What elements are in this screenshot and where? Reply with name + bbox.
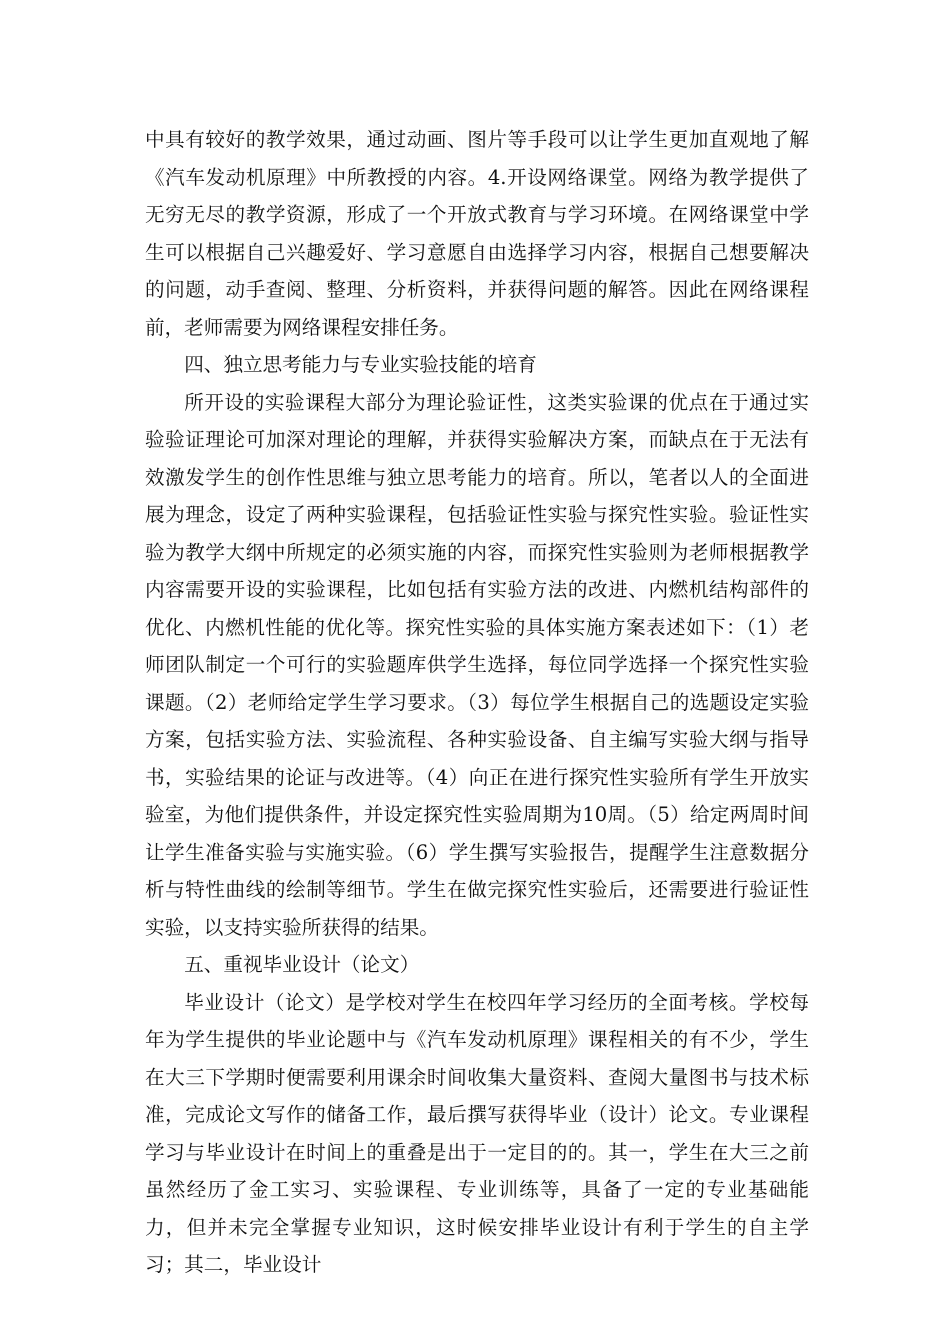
paragraph-continuation: 中具有较好的教学效果，通过动画、图片等手段可以让学生更加直观地了解《汽车发动机原理》中所教授的内容。4.开设网络课堂。网络为教学提供了无穷无尽的教学资源，形成了一个开放式教育与学习环境。在网络课堂中学生可以根据自己兴趣爱好、学习意愿自由选择学习内容，根据自己想要解决的问题，动手查阅、整理、分析资料，并获得问题的解答。因此在网络课程前，老师需要为网络课程安排任务。 [145,128,809,339]
section-heading-5: 五、重视毕业设计（论文） [184,953,420,976]
section-heading-4: 四、独立思考能力与专业实验技能的培育 [184,353,537,376]
paragraph-graduation-design: 毕业设计（论文）是学校对学生在校四年学习经历的全面考核。学校每年为学生提供的毕业论题中与《汽车发动机原理》课程相关的有不少，学生在大三下学期时便需要利用课余时间收集大量资料、查阅大量图书与技术标准，完成论文写作的储备工作，最后撰写获得毕业（设计）论文。专业课程学习与毕业设计在时间上的重叠是出于一定目的的。其一，学生在大三之前虽然经历了金工实习、实验课程、专业训练等，具备了一定的专业基础能力，但并未完全掌握专业知识，这时候安排毕业设计有利于学生的自主学习；其二，毕业设计 [145,990,809,1276]
document-body [145,121,809,1284]
paragraph-experiments: 所开设的实验课程大部分为理论验证性，这类实验课的优点在于通过实验验证理论可加深对理论的理解，并获得实验解决方案，而缺点在于无法有效激发学生的创作性思维与独立思考能力的培育。所以，笔者以人的全面进展为理念，设定了两种实验课程，包括验证性实验与探究性实验。验证性实验为教学大纲中所规定的必须实施的内容，而探究性实验则为老师根据教学内容需要开设的实验课程，比如包括有实验方法的改进、内燃机结构部件的优化、内燃机性能的优化等。探究性实验的具体实施方案表述如下：（1）老师团队制定一个可行的实验题库供学生选择，每位同学选择一个探究性实验课题。（2）老师给定学生学习要求。（3）每位学生根据自己的选题设定实验方案，包括实验方法、实验流程、各种实验设备、自主编写实验大纲与指导书，实验结果的论证与改进等。（4）向正在进行探究性实验所有学生开放实验室，为他们提供条件，并设定探究性实验周期为10周。（5）给定两周时间让学生准备实验与实施实验。（6）学生撰写实验报告，提醒学生注意数据分析与特性曲线的绘制等细节。学生在做完探究性实验后，还需要进行验证性实验，以支持实验所获得的结果。 [145,390,809,939]
